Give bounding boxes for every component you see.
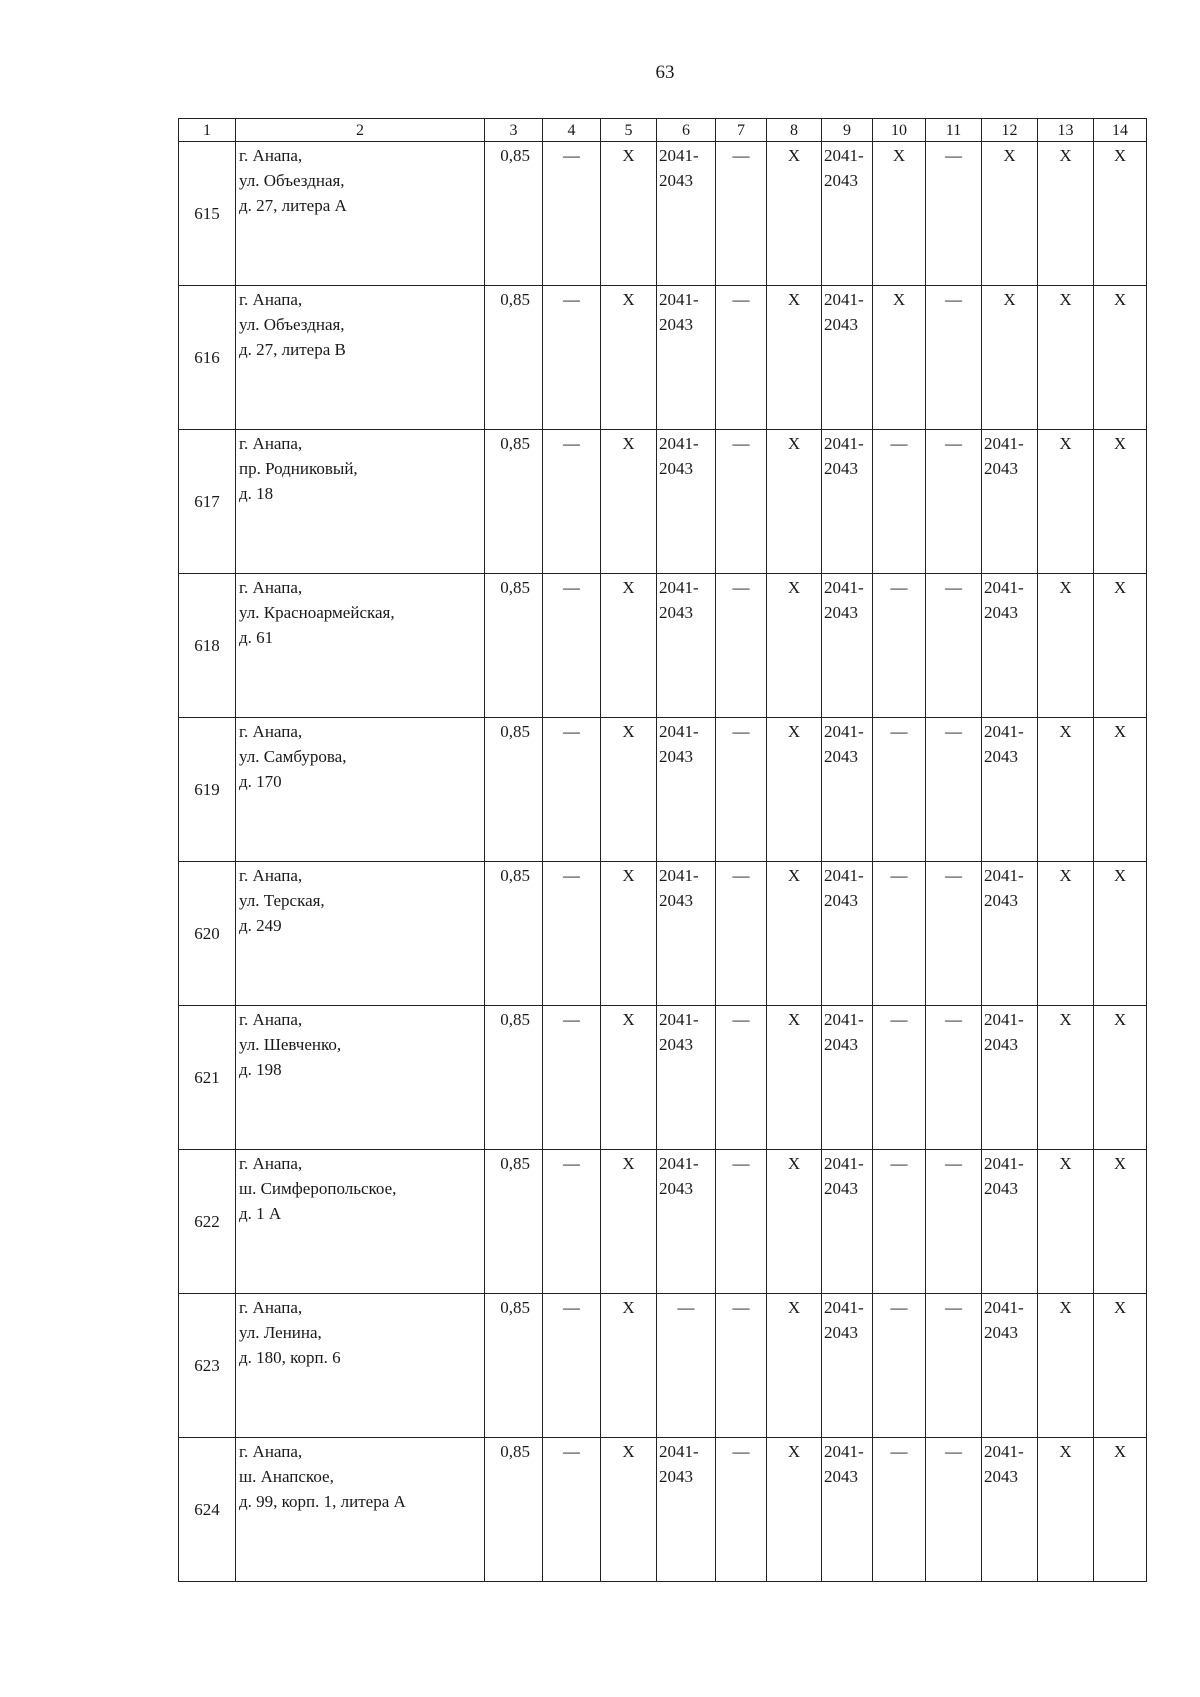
cell-col-4: — — [543, 430, 601, 574]
year-range-part: 2043 — [659, 315, 693, 334]
address-line: ул. Объездная, — [239, 315, 345, 334]
address-cell — [236, 1438, 485, 1582]
column-header-12: 12 — [982, 119, 1038, 142]
cell-col-3: 0,85 — [485, 430, 543, 574]
row-number: 617 — [179, 430, 236, 574]
cell-col-7: — — [716, 862, 767, 1006]
address-line: д. 180, корп. 6 — [239, 1348, 341, 1367]
year-range-part: 2043 — [984, 1323, 1018, 1342]
cell-col-7: — — [716, 574, 767, 718]
cell-col-8: Х — [767, 1438, 822, 1582]
year-range-part: 2041- — [824, 1442, 864, 1461]
address-line: д. 170 — [239, 772, 282, 791]
cell-col-7: — — [716, 1294, 767, 1438]
cell-col-3: 0,85 — [485, 1438, 543, 1582]
year-range-part: 2041- — [659, 434, 699, 453]
row-number: 615 — [179, 142, 236, 286]
address-cell — [236, 430, 485, 574]
cell-col-8: Х — [767, 286, 822, 430]
year-range-part: 2043 — [659, 459, 693, 478]
row-number: 619 — [179, 718, 236, 862]
cell-col-6: — — [657, 1294, 716, 1438]
cell-col-11: — — [926, 142, 982, 286]
cell-col-6 — [657, 574, 716, 718]
cell-col-12: Х — [982, 142, 1038, 286]
address-cell — [236, 718, 485, 862]
column-header-13: 13 — [1038, 119, 1094, 142]
cell-col-11: — — [926, 862, 982, 1006]
cell-col-12 — [982, 862, 1038, 1006]
table-row — [179, 1006, 1147, 1150]
cell-col-9 — [822, 574, 873, 718]
cell-col-10: — — [873, 1150, 926, 1294]
column-header-10: 10 — [873, 119, 926, 142]
address-line: ул. Шевченко, — [239, 1035, 342, 1054]
column-header-11: 11 — [926, 119, 982, 142]
cell-col-4: — — [543, 1006, 601, 1150]
cell-col-4: — — [543, 142, 601, 286]
year-range-part: 2041- — [984, 578, 1024, 597]
cell-col-4: — — [543, 718, 601, 862]
address-line: г. Анапа, — [239, 1298, 303, 1317]
table-row — [179, 1150, 1147, 1294]
column-header-8: 8 — [767, 119, 822, 142]
address-line: ш. Симферопольское, — [239, 1179, 397, 1198]
cell-col-4: — — [543, 1294, 601, 1438]
table-header — [179, 119, 1147, 142]
cell-col-9 — [822, 286, 873, 430]
cell-col-13: Х — [1038, 718, 1094, 862]
cell-col-10: — — [873, 1294, 926, 1438]
address-line: г. Анапа, — [239, 866, 303, 885]
year-range-part: 2041- — [659, 1442, 699, 1461]
row-number: 623 — [179, 1294, 236, 1438]
cell-col-11: — — [926, 718, 982, 862]
year-range-part: 2043 — [824, 891, 858, 910]
address-line: г. Анапа, — [239, 1010, 303, 1029]
year-range-part: 2041- — [824, 1154, 864, 1173]
page-number: 63 — [655, 62, 675, 83]
row-number: 618 — [179, 574, 236, 718]
year-range-part: 2041- — [659, 1154, 699, 1173]
cell-col-7: — — [716, 142, 767, 286]
year-range-part: 2043 — [824, 603, 858, 622]
address-cell — [236, 1006, 485, 1150]
cell-col-5: Х — [601, 1006, 657, 1150]
address-line: ул. Красноармейская, — [239, 603, 395, 622]
table-row — [179, 1294, 1147, 1438]
cell-col-7: — — [716, 1150, 767, 1294]
cell-col-8: Х — [767, 142, 822, 286]
cell-col-12 — [982, 718, 1038, 862]
cell-col-3: 0,85 — [485, 1006, 543, 1150]
year-range-part: 2043 — [659, 171, 693, 190]
cell-col-3: 0,85 — [485, 574, 543, 718]
cell-col-14: Х — [1094, 1006, 1147, 1150]
column-header-3: 3 — [485, 119, 543, 142]
year-range-part: 2043 — [984, 891, 1018, 910]
year-range-part: 2043 — [659, 747, 693, 766]
cell-col-12 — [982, 574, 1038, 718]
cell-col-8: Х — [767, 1006, 822, 1150]
address-line: д. 1 А — [239, 1204, 282, 1223]
cell-col-11: — — [926, 430, 982, 574]
address-line: д. 61 — [239, 628, 274, 647]
table-row — [179, 574, 1147, 718]
year-range-part: 2041- — [659, 146, 699, 165]
year-range-part: 2043 — [824, 1467, 858, 1486]
row-number: 622 — [179, 1150, 236, 1294]
cell-col-4: — — [543, 286, 601, 430]
cell-col-11: — — [926, 1006, 982, 1150]
cell-col-5: Х — [601, 862, 657, 1006]
cell-col-9 — [822, 430, 873, 574]
year-range-part: 2043 — [659, 603, 693, 622]
year-range-part: 2041- — [984, 1298, 1024, 1317]
year-range-part: 2043 — [984, 603, 1018, 622]
cell-col-13: Х — [1038, 1438, 1094, 1582]
address-line: д. 99, корп. 1, литера А — [239, 1492, 406, 1511]
address-line: ш. Анапское, — [239, 1467, 334, 1486]
cell-col-4: — — [543, 1438, 601, 1582]
column-header-14: 14 — [1094, 119, 1147, 142]
cell-col-10: Х — [873, 286, 926, 430]
year-range-part: 2043 — [984, 459, 1018, 478]
cell-col-10: — — [873, 430, 926, 574]
year-range-part: 2043 — [824, 1035, 858, 1054]
cell-col-12: Х — [982, 286, 1038, 430]
header-row — [179, 119, 1147, 142]
cell-col-9 — [822, 1438, 873, 1582]
cell-col-5: Х — [601, 1438, 657, 1582]
year-range-part: 2043 — [824, 459, 858, 478]
cell-col-11: — — [926, 286, 982, 430]
cell-col-6 — [657, 1006, 716, 1150]
address-line: ул. Объездная, — [239, 171, 345, 190]
year-range-part: 2043 — [659, 1179, 693, 1198]
address-line: г. Анапа, — [239, 146, 303, 165]
register-table — [178, 118, 1147, 1582]
cell-col-13: Х — [1038, 1294, 1094, 1438]
cell-col-5: Х — [601, 574, 657, 718]
year-range-part: 2041- — [984, 1154, 1024, 1173]
table-body — [179, 142, 1147, 1582]
cell-col-11: — — [926, 1150, 982, 1294]
table-row — [179, 286, 1147, 430]
year-range-part: 2041- — [824, 1298, 864, 1317]
cell-col-9 — [822, 862, 873, 1006]
table-row — [179, 430, 1147, 574]
cell-col-13: Х — [1038, 1150, 1094, 1294]
year-range-part: 2041- — [659, 866, 699, 885]
cell-col-6 — [657, 142, 716, 286]
year-range-part: 2041- — [984, 866, 1024, 885]
year-range-part: 2041- — [984, 1010, 1024, 1029]
address-line: пр. Родниковый, — [239, 459, 358, 478]
cell-col-9 — [822, 1150, 873, 1294]
cell-col-13: Х — [1038, 574, 1094, 718]
cell-col-14: Х — [1094, 142, 1147, 286]
year-range-part: 2043 — [984, 1467, 1018, 1486]
cell-col-13: Х — [1038, 862, 1094, 1006]
year-range-part: 2041- — [659, 722, 699, 741]
row-number: 616 — [179, 286, 236, 430]
cell-col-12 — [982, 430, 1038, 574]
cell-col-5: Х — [601, 286, 657, 430]
year-range-part: 2043 — [659, 1035, 693, 1054]
cell-col-3: 0,85 — [485, 862, 543, 1006]
table-row — [179, 718, 1147, 862]
cell-col-8: Х — [767, 574, 822, 718]
cell-col-5: Х — [601, 142, 657, 286]
cell-col-10: — — [873, 862, 926, 1006]
year-range-part: 2043 — [824, 747, 858, 766]
cell-col-11: — — [926, 1294, 982, 1438]
year-range-part: 2041- — [824, 722, 864, 741]
address-line: г. Анапа, — [239, 434, 303, 453]
cell-col-10: — — [873, 1006, 926, 1150]
address-cell — [236, 142, 485, 286]
address-cell — [236, 1294, 485, 1438]
cell-col-14: Х — [1094, 1150, 1147, 1294]
cell-col-13: Х — [1038, 286, 1094, 430]
cell-col-3: 0,85 — [485, 1150, 543, 1294]
row-number: 624 — [179, 1438, 236, 1582]
address-line: д. 18 — [239, 484, 274, 503]
year-range-part: 2041- — [824, 866, 864, 885]
cell-col-10: Х — [873, 142, 926, 286]
row-number: 621 — [179, 1006, 236, 1150]
year-range-part: 2043 — [984, 1179, 1018, 1198]
table-row — [179, 142, 1147, 286]
address-cell — [236, 1150, 485, 1294]
cell-col-10: — — [873, 574, 926, 718]
year-range-part: 2041- — [659, 578, 699, 597]
cell-col-5: Х — [601, 1150, 657, 1294]
address-line: ул. Терская, — [239, 891, 325, 910]
cell-col-12 — [982, 1294, 1038, 1438]
cell-col-14: Х — [1094, 430, 1147, 574]
cell-col-8: Х — [767, 718, 822, 862]
cell-col-11: — — [926, 1438, 982, 1582]
cell-col-5: Х — [601, 1294, 657, 1438]
cell-col-7: — — [716, 1438, 767, 1582]
cell-col-14: Х — [1094, 1294, 1147, 1438]
cell-col-14: Х — [1094, 1438, 1147, 1582]
cell-col-6 — [657, 286, 716, 430]
cell-col-14: Х — [1094, 862, 1147, 1006]
cell-col-9 — [822, 1294, 873, 1438]
cell-col-6 — [657, 718, 716, 862]
address-line: д. 198 — [239, 1060, 282, 1079]
cell-col-6 — [657, 430, 716, 574]
address-cell — [236, 574, 485, 718]
address-line: д. 27, литера В — [239, 340, 346, 359]
column-header-7: 7 — [716, 119, 767, 142]
column-header-9: 9 — [822, 119, 873, 142]
cell-col-8: Х — [767, 862, 822, 1006]
address-line: д. 27, литера А — [239, 196, 347, 215]
cell-col-13: Х — [1038, 142, 1094, 286]
cell-col-4: — — [543, 1150, 601, 1294]
year-range-part: 2043 — [824, 1179, 858, 1198]
cell-col-9 — [822, 1006, 873, 1150]
column-header-1: 1 — [179, 119, 236, 142]
year-range-part: 2041- — [824, 290, 864, 309]
year-range-part: 2041- — [659, 290, 699, 309]
address-line: г. Анапа, — [239, 578, 303, 597]
cell-col-7: — — [716, 1006, 767, 1150]
cell-col-5: Х — [601, 430, 657, 574]
year-range-part: 2041- — [824, 1010, 864, 1029]
year-range-part: 2041- — [984, 1442, 1024, 1461]
cell-col-14: Х — [1094, 286, 1147, 430]
cell-col-12 — [982, 1438, 1038, 1582]
cell-col-6 — [657, 1438, 716, 1582]
cell-col-7: — — [716, 286, 767, 430]
year-range-part: 2041- — [984, 434, 1024, 453]
year-range-part: 2043 — [824, 171, 858, 190]
cell-col-3: 0,85 — [485, 286, 543, 430]
cell-col-3: 0,85 — [485, 718, 543, 862]
cell-col-6 — [657, 1150, 716, 1294]
cell-col-13: Х — [1038, 1006, 1094, 1150]
address-line: г. Анапа, — [239, 1154, 303, 1173]
column-header-6: 6 — [657, 119, 716, 142]
cell-col-11: — — [926, 574, 982, 718]
year-range-part: 2041- — [824, 146, 864, 165]
year-range-part: 2043 — [824, 315, 858, 334]
cell-col-9 — [822, 718, 873, 862]
year-range-part: 2041- — [824, 434, 864, 453]
cell-col-8: Х — [767, 1294, 822, 1438]
address-line: г. Анапа, — [239, 722, 303, 741]
year-range-part: 2043 — [824, 1323, 858, 1342]
cell-col-5: Х — [601, 718, 657, 862]
year-range-part: 2041- — [984, 722, 1024, 741]
cell-col-8: Х — [767, 1150, 822, 1294]
cell-col-7: — — [716, 718, 767, 862]
address-cell — [236, 862, 485, 1006]
column-header-5: 5 — [601, 119, 657, 142]
column-header-4: 4 — [543, 119, 601, 142]
cell-col-3: 0,85 — [485, 1294, 543, 1438]
cell-col-12 — [982, 1006, 1038, 1150]
address-line: ул. Самбурова, — [239, 747, 347, 766]
address-line: г. Анапа, — [239, 290, 303, 309]
cell-col-8: Х — [767, 430, 822, 574]
year-range-part: 2041- — [824, 578, 864, 597]
address-line: г. Анапа, — [239, 1442, 303, 1461]
address-cell — [236, 286, 485, 430]
cell-col-13: Х — [1038, 430, 1094, 574]
row-number: 620 — [179, 862, 236, 1006]
address-line: ул. Ленина, — [239, 1323, 322, 1342]
cell-col-14: Х — [1094, 574, 1147, 718]
cell-col-6 — [657, 862, 716, 1006]
cell-col-14: Х — [1094, 718, 1147, 862]
cell-col-9 — [822, 142, 873, 286]
cell-col-10: — — [873, 718, 926, 862]
cell-col-7: — — [716, 430, 767, 574]
cell-col-4: — — [543, 862, 601, 1006]
cell-col-4: — — [543, 574, 601, 718]
year-range-part: 2043 — [659, 891, 693, 910]
year-range-part: 2043 — [984, 1035, 1018, 1054]
address-line: д. 249 — [239, 916, 282, 935]
year-range-part: 2043 — [659, 1467, 693, 1486]
year-range-part: 2041- — [659, 1010, 699, 1029]
column-header-2: 2 — [236, 119, 485, 142]
cell-col-3: 0,85 — [485, 142, 543, 286]
table-row — [179, 1438, 1147, 1582]
cell-col-12 — [982, 1150, 1038, 1294]
table-row — [179, 862, 1147, 1006]
cell-col-10: — — [873, 1438, 926, 1582]
year-range-part: 2043 — [984, 747, 1018, 766]
